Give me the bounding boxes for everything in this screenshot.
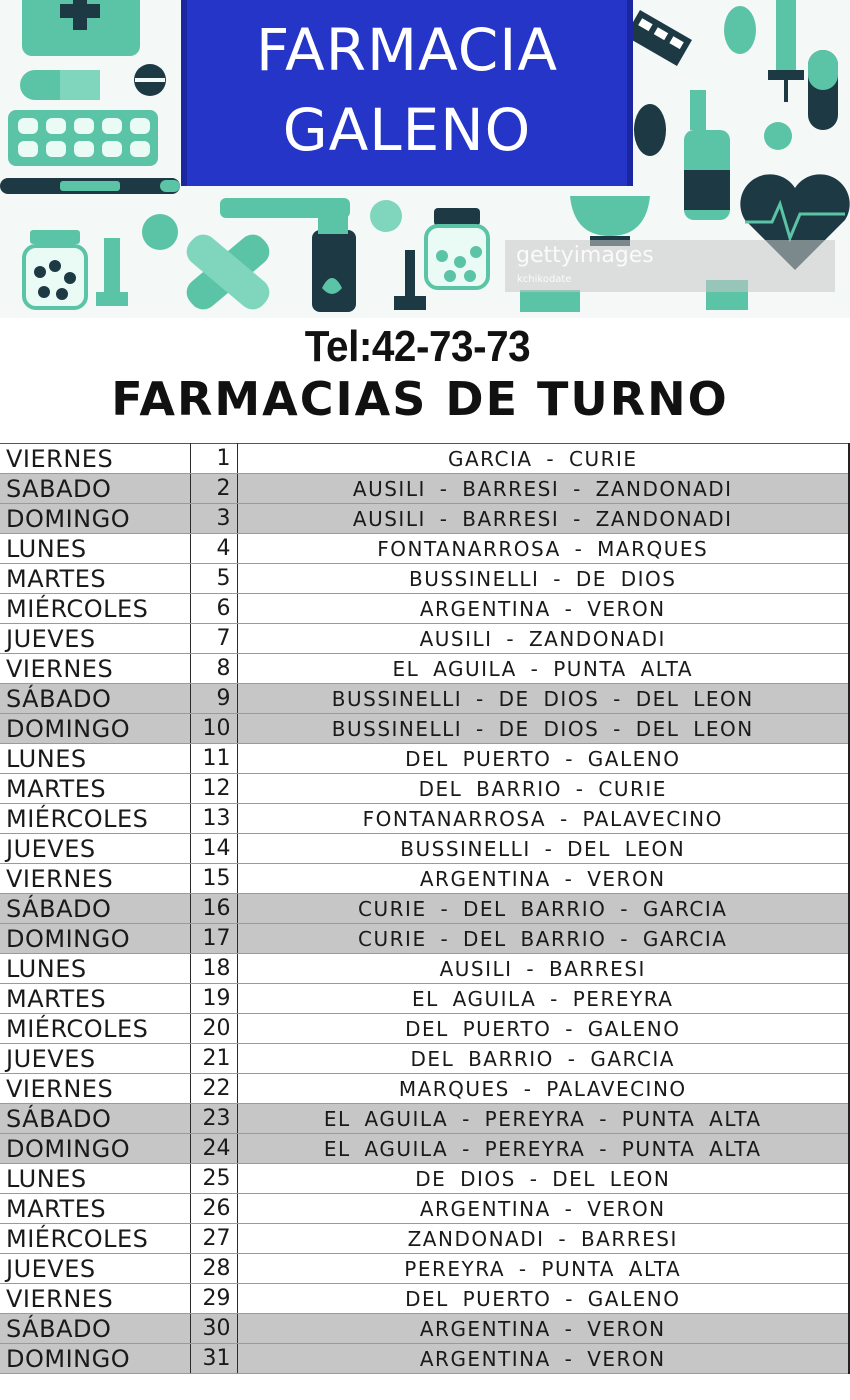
- day-cell: LUNES: [0, 1164, 190, 1194]
- schedule-row: [0, 744, 849, 774]
- date-cell: 6: [190, 594, 237, 624]
- day-cell: SÁBADO: [0, 684, 190, 714]
- date-cell: 24: [190, 1134, 237, 1164]
- day-cell: DOMINGO: [0, 1344, 190, 1374]
- pharmacies-cell: BUSSINELLI - DE DIOS - DEL LEON: [237, 684, 849, 714]
- round-pill-icon: [764, 122, 792, 150]
- date-cell: 23: [190, 1104, 237, 1134]
- date-cell: 28: [190, 1254, 237, 1284]
- day-cell: JUEVES: [0, 624, 190, 654]
- schedule-row: [0, 1254, 849, 1284]
- pill-bottle-icon: [684, 90, 730, 220]
- day-cell: JUEVES: [0, 1044, 190, 1074]
- date-cell: 9: [190, 684, 237, 714]
- day-cell: VIERNES: [0, 864, 190, 894]
- pharmacies-cell: ARGENTINA - VERON: [237, 1314, 849, 1344]
- pharmacies-cell: DEL BARRIO - GARCIA: [237, 1044, 849, 1074]
- schedule-row: [0, 1074, 849, 1104]
- pharmacies-cell: ARGENTINA - VERON: [237, 864, 849, 894]
- pharmacies-cell: AUSILI - BARRESI: [237, 954, 849, 984]
- day-cell: SÁBADO: [0, 1314, 190, 1344]
- pharmacies-cell: CURIE - DEL BARRIO - GARCIA: [237, 894, 849, 924]
- schedule-row: [0, 774, 849, 804]
- pharmacies-cell: DEL PUERTO - GALENO: [237, 744, 849, 774]
- day-cell: SABADO: [0, 474, 190, 504]
- pill-strip-icon: [625, 10, 692, 66]
- schedule-row: [0, 714, 849, 744]
- date-cell: 11: [190, 744, 237, 774]
- date-cell: 3: [190, 504, 237, 534]
- date-cell: 21: [190, 1044, 237, 1074]
- day-cell: LUNES: [0, 534, 190, 564]
- first-aid-kit-icon: [22, 0, 140, 56]
- schedule-row: [0, 684, 849, 714]
- date-cell: 29: [190, 1284, 237, 1314]
- watermark-text: gettyimages: [516, 243, 654, 268]
- date-cell: 27: [190, 1224, 237, 1254]
- day-cell: MARTES: [0, 1194, 190, 1224]
- day-cell: VIERNES: [0, 1074, 190, 1104]
- title-box: [181, 0, 633, 186]
- date-cell: 8: [190, 654, 237, 684]
- date-cell: 17: [190, 924, 237, 954]
- date-cell: 5: [190, 564, 237, 594]
- schedule-row: [0, 444, 849, 474]
- mortar-icon: [570, 196, 650, 246]
- oval-pill-icon: [724, 6, 756, 54]
- date-cell: 20: [190, 1014, 237, 1044]
- schedule-row: [0, 1314, 849, 1344]
- date-cell: 14: [190, 834, 237, 864]
- date-cell: 1: [190, 444, 237, 474]
- date-cell: 2: [190, 474, 237, 504]
- day-cell: JUEVES: [0, 1254, 190, 1284]
- schedule-row: [0, 1044, 849, 1074]
- schedule-row: [0, 954, 849, 984]
- pharmacies-cell: BUSSINELLI - DE DIOS - DEL LEON: [237, 714, 849, 744]
- pharmacies-cell: CURIE - DEL BARRIO - GARCIA: [237, 924, 849, 954]
- date-cell: 7: [190, 624, 237, 654]
- day-cell: VIERNES: [0, 654, 190, 684]
- pharmacies-cell: BUSSINELLI - DEL LEON: [237, 834, 849, 864]
- pharmacies-cell: FONTANARROSA - PALAVECINO: [237, 804, 849, 834]
- day-cell: DOMINGO: [0, 504, 190, 534]
- day-cell: MIÉRCOLES: [0, 594, 190, 624]
- schedule-row: [0, 504, 849, 534]
- date-cell: 4: [190, 534, 237, 564]
- schedule-row: [0, 894, 849, 924]
- day-cell: MIÉRCOLES: [0, 1014, 190, 1044]
- day-cell: LUNES: [0, 954, 190, 984]
- pharmacies-cell: PEREYRA - PUNTA ALTA: [237, 1254, 849, 1284]
- capsule-icon: [20, 70, 100, 100]
- date-cell: 10: [190, 714, 237, 744]
- title-line-2: GALENO: [282, 96, 532, 164]
- phone-number: Tel:42-73-73: [304, 322, 531, 371]
- schedule-row: [0, 1164, 849, 1194]
- medical-illustration-banner: [0, 0, 850, 318]
- duty-schedule-table: [0, 443, 850, 1374]
- date-cell: 13: [190, 804, 237, 834]
- day-cell: SÁBADO: [0, 894, 190, 924]
- day-cell: MARTES: [0, 774, 190, 804]
- pharmacies-cell: GARCIA - CURIE: [237, 444, 849, 474]
- pharmacies-cell: EL AGUILA - PUNTA ALTA: [237, 654, 849, 684]
- title-line-1: FARMACIA: [256, 16, 558, 84]
- pharmacies-cell: ZANDONADI - BARRESI: [237, 1224, 849, 1254]
- day-cell: DOMINGO: [0, 924, 190, 954]
- pharmacies-cell: ARGENTINA - VERON: [237, 594, 849, 624]
- pharmacies-cell: AUSILI - BARRESI - ZANDONADI: [237, 504, 849, 534]
- day-cell: MIÉRCOLES: [0, 1224, 190, 1254]
- schedule-row: [0, 834, 849, 864]
- date-cell: 30: [190, 1314, 237, 1344]
- schedule-row: [0, 1014, 849, 1044]
- watermark-credit: kchikodate: [517, 274, 572, 285]
- syringe-icon: [768, 0, 804, 102]
- pharmacies-cell: DEL PUERTO - GALENO: [237, 1014, 849, 1044]
- pharmacies-cell: DE DIOS - DEL LEON: [237, 1164, 849, 1194]
- day-cell: VIERNES: [0, 444, 190, 474]
- pharmacies-cell: DEL PUERTO - GALENO: [237, 1284, 849, 1314]
- day-cell: LUNES: [0, 744, 190, 774]
- schedule-row: [0, 1104, 849, 1134]
- pharmacies-cell: DEL BARRIO - CURIE: [237, 774, 849, 804]
- schedule-row: [0, 624, 849, 654]
- schedule-row: [0, 1194, 849, 1224]
- blister-pack-icon: [8, 110, 158, 166]
- date-cell: 22: [190, 1074, 237, 1104]
- pharmacies-cell: MARQUES - PALAVECINO: [237, 1074, 849, 1104]
- date-cell: 12: [190, 774, 237, 804]
- medicine-jar-icon: [426, 208, 488, 288]
- day-cell: MARTES: [0, 984, 190, 1014]
- schedule-row: [0, 984, 849, 1014]
- schedule-row: [0, 1224, 849, 1254]
- schedule-row: [0, 594, 849, 624]
- date-cell: 25: [190, 1164, 237, 1194]
- thermometer-icon: [0, 178, 180, 194]
- tablet-icon: [142, 214, 178, 250]
- pharmacies-cell: BUSSINELLI - DE DIOS: [237, 564, 849, 594]
- pharmacies-cell: EL AGUILA - PEREYRA - PUNTA ALTA: [237, 1134, 849, 1164]
- pharmacies-cell: ARGENTINA - VERON: [237, 1194, 849, 1224]
- date-cell: 26: [190, 1194, 237, 1224]
- schedule-row: [0, 804, 849, 834]
- day-cell: MIÉRCOLES: [0, 804, 190, 834]
- day-cell: DOMINGO: [0, 1134, 190, 1164]
- pill-jar-icon: [24, 230, 86, 308]
- date-cell: 16: [190, 894, 237, 924]
- schedule-row: [0, 474, 849, 504]
- schedule-row: [0, 1134, 849, 1164]
- day-cell: SÁBADO: [0, 1104, 190, 1134]
- schedule-row: [0, 534, 849, 564]
- schedule-row: [0, 924, 849, 954]
- schedule-row: [0, 654, 849, 684]
- round-tablet-icon: [370, 200, 402, 232]
- pharmacies-cell: EL AGUILA - PEREYRA - PUNTA ALTA: [237, 1104, 849, 1134]
- day-cell: JUEVES: [0, 834, 190, 864]
- schedule-row: [0, 564, 849, 594]
- pharmacies-cell: EL AGUILA - PEREYRA: [237, 984, 849, 1014]
- day-cell: VIERNES: [0, 1284, 190, 1314]
- pharmacies-cell: FONTANARROSA - MARQUES: [237, 534, 849, 564]
- date-cell: 31: [190, 1344, 237, 1374]
- schedule-row: [0, 1344, 849, 1374]
- pharmacies-cell: ARGENTINA - VERON: [237, 1344, 849, 1374]
- schedule-heading: FARMACIAS DE TURNO: [111, 372, 729, 426]
- schedule-body: [0, 444, 849, 1374]
- dropper-icon: [96, 238, 128, 306]
- date-cell: 15: [190, 864, 237, 894]
- day-cell: MARTES: [0, 564, 190, 594]
- day-cell: DOMINGO: [0, 714, 190, 744]
- date-cell: 19: [190, 984, 237, 1014]
- capsule-dark-icon: [634, 104, 666, 156]
- schedule-row: [0, 864, 849, 894]
- capsule-icon-2: [808, 50, 838, 130]
- date-cell: 18: [190, 954, 237, 984]
- pharmacies-cell: AUSILI - BARRESI - ZANDONADI: [237, 474, 849, 504]
- schedule-row: [0, 1284, 849, 1314]
- pharmacies-cell: AUSILI - ZANDONADI: [237, 624, 849, 654]
